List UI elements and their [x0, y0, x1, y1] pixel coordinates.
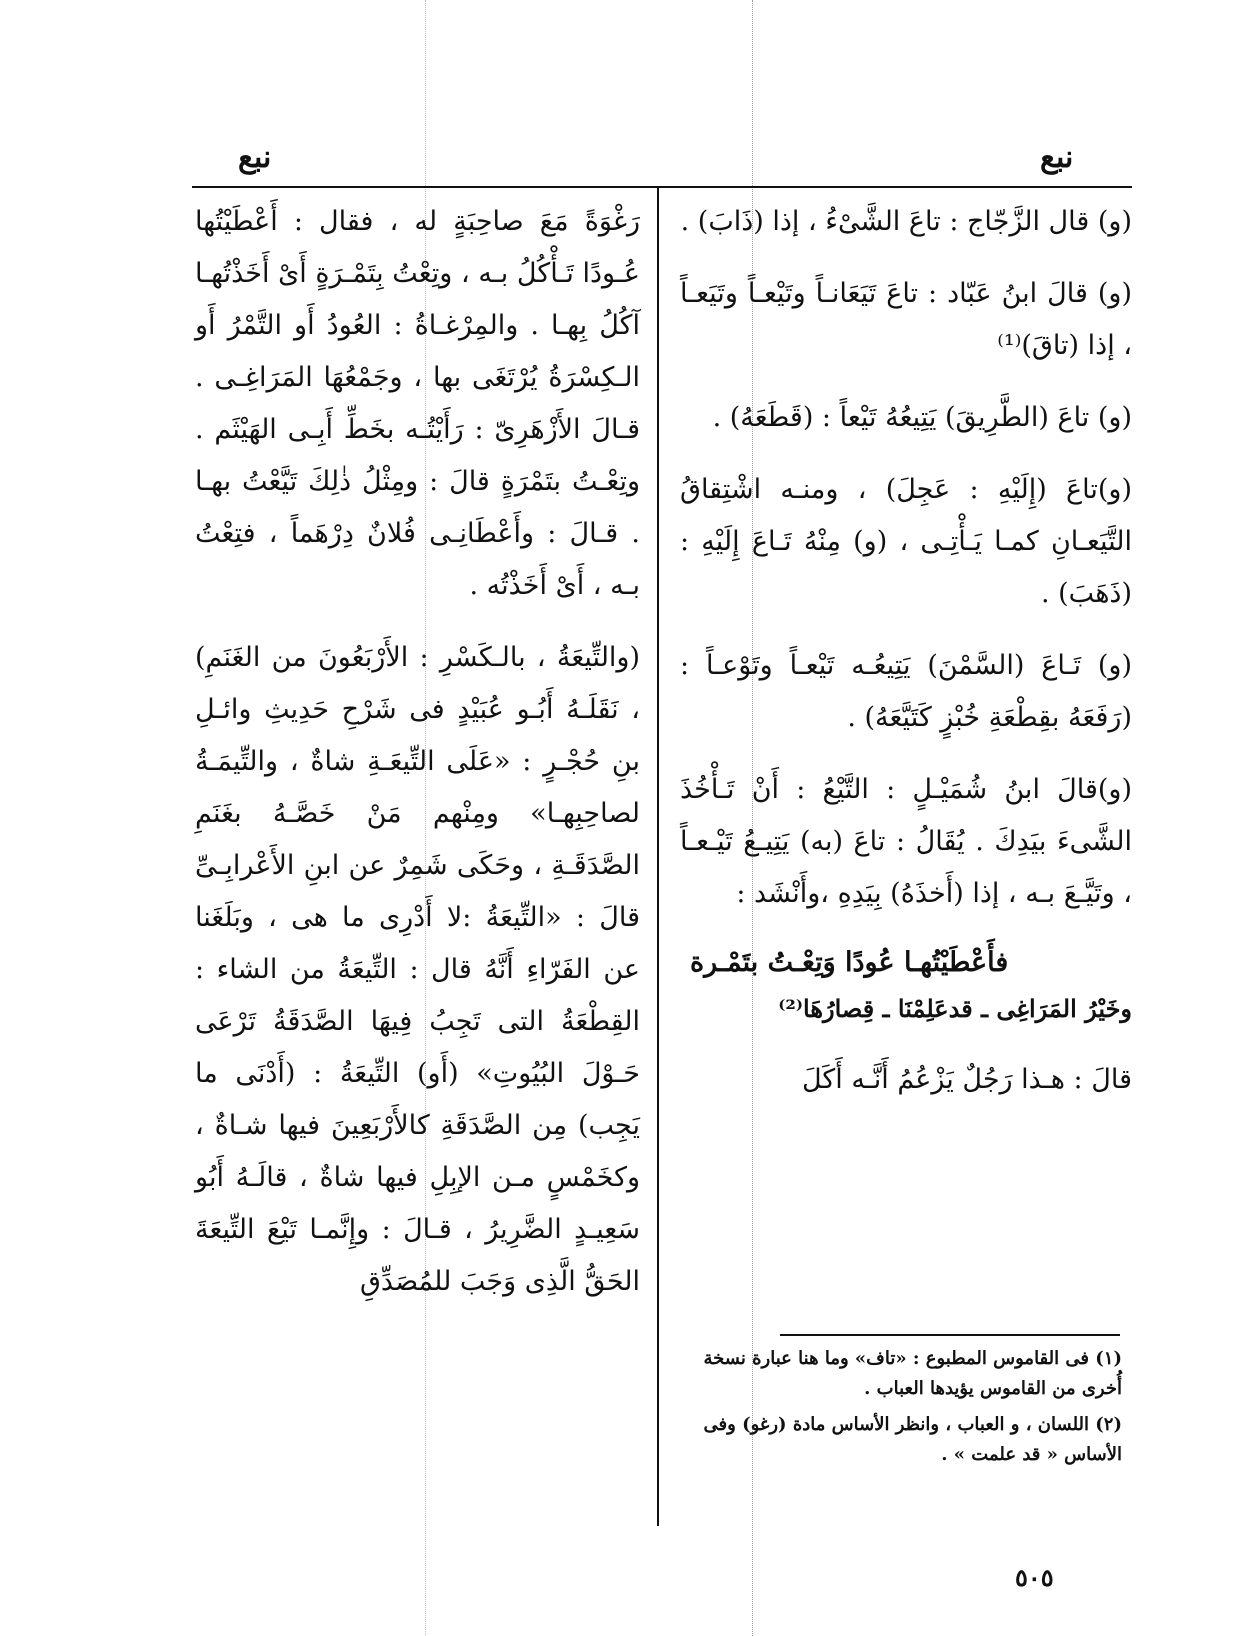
entry-paragraph: (و) تاعَ (الطَّرِيقَ) يَتِيعُهُ تَيْعاً : (قَطَعَهُ) .	[712, 402, 1132, 433]
entry-paragraph: (و) قالَ ابنُ عَبّاد : تاعَ تَيَعَانـاً وتَيْعـاً وتَيَعـاً ، إذا (تاقَ)⁽¹⁾	[680, 278, 1132, 361]
footnotes	[682, 1344, 1122, 1476]
entry-paragraph: رَغْوَةً مَعَ صاحِبَةٍ له ، فقال : أَعْطَيْتُها عُـودًا تَـأْكُلُ بـه ، وتِعْتُ بِتَمْـرَةٍ أَىْ أَخَذْتُهـا آكُلُ بِهـا . والمِرْغـاةُ : العُودُ أَو التَّمْرُ أَو الـكِسْرَةُ يُرْتَغَى بها ، وجَمْعُهَا المَرَاغِـى . قـالَ الأَزْهَرِىّ : رَأَيْتُـه بخَطِّ أَبِـى الهَيْثَم . وتِعْـتُ بتَمْرَةٍ قالَ : ومِثْلُ ذٰلِكَ تَيَّعْتُ بهـا . قـالَ : وأَعْطَانِـى فُلانٌ دِرْهَماً ، فتِعْتُ بـه ، أَىْ أَخَذْتُه .	[195, 206, 640, 601]
entry-paragraph: (و)تاعَ (إِلَيْهِ : عَجِلَ) ، ومنـه اشْتِقاقُ التَّيَعـانِ كمـا يَـأْتِـى ، (و) مِنْهُ تَـاعَ إِلَيْهِ :(ذَهَبَ) .	[680, 474, 1132, 609]
entry-paragraph: (والتِّيعَةُ ، بالـكَسْرِ : الأَرْبَعُونَ من الغَنَمِ) ، نَقَلَـهُ أَبُـو عُبَيْدٍ فى شَرْحِ حَدِيثِ وائـلِ بنِ حُجْـرٍ : «عَلَى التِّيعَـةِ شاةٌ ، والتِّيمَـةُ لصاحِبِهـا» ومِنْهم مَنْ خَصَّـهُ بغَنَمِ الصَّدَقَـةِ ، وحَكَى شَمِرٌ عن ابنِ الأَعْرابِـىِّ قالَ : «التِّيعَةُ :لا أَدْرِى ما هى ، وبَلَغَنا عن الفَرّاءِ أَنَّهُ قال : التِّيعَةُ من الشاء : القِطْعَةُ التى تَجِبُ فِيهَا الصَّدَقَةُ تَرْعَى حَـوْلَ البُيُوتِ» (أَو) التِّيعَةُ : (أَدْنَى ما يَجِب) مِن الصَّدَقَةِ كالأَرْبَعِينَ فيها شـاةٌ ، وكخَمْسٍ مـن الإبِلِ فيها شاةٌ ، قالَـهُ أَبُو سَعِيـدٍ الضَّرِيرُ ، قـالَ : وإِنَّمـا تَيْعَ التِّيعَةَ الحَقُّ الَّذِى وَجَبَ للمُصَدِّقِ	[195, 642, 640, 1297]
verse-line-1: فأَعْطَيْتُهـا عُودًا وَتِعْـتُ بتَمْـرة	[690, 947, 1009, 978]
header-rule	[192, 186, 1132, 188]
poetry-verse	[680, 940, 1132, 1032]
entry-paragraph: (و) قال الزَّجّاج : تاعَ الشَّىْءُ ، إذا (ذَابَ) .	[680, 206, 1132, 237]
footnote-2: (٢) اللسان ، و العباب ، وانظر الأساس مادة (رغو) وفى الأساس « قد علمت » .	[703, 1414, 1122, 1465]
running-header-right: نبع	[1040, 140, 1074, 175]
verse-line-2: وخَيْرُ المَرَاغِى ـ قدعَلِمْنَا ـ قِصارُهَا⁽²⁾	[778, 994, 1132, 1023]
left-column	[195, 196, 640, 1328]
entry-paragraph: قالَ : هـذا رَجُلٌ يَزْعُمُ أَنَّـه أَكَلَ	[801, 1064, 1132, 1095]
column-divider	[657, 186, 659, 1526]
entry-paragraph: (و)قالَ ابنُ شُمَيْـلٍ : التَّيْعُ : أَنْ تَـأْخُذَ الشَّىءَ بيَدِكَ . يُقَالُ : تاعَ (به) يَتِيـعُ تَيْـعـاً ، وتَيَّـعَ بـه ، إذا (أَخذَهُ) بِيَدِهِ ،وأَنْشَد :	[680, 774, 1132, 909]
page-number: ٥٠٥	[1015, 1563, 1054, 1592]
right-column	[680, 196, 1132, 1126]
running-header-left: نبع	[238, 140, 272, 175]
entry-paragraph: (و) تَـاعَ (السَّمْنَ) يَتِيعُـه تَيْعـاً وتَوْعـاً :(رَفَعَهُ بقِطْعَةِ خُبْزٍ كَتَيَّعَهُ) .	[680, 650, 1132, 733]
footnote-1: (١) فى القاموس المطبوع : «تاف» وما هنا عبارة نسخة أُخرى من القاموس يؤيدها العباب .	[703, 1348, 1122, 1399]
footnote-rule	[780, 1334, 1120, 1336]
